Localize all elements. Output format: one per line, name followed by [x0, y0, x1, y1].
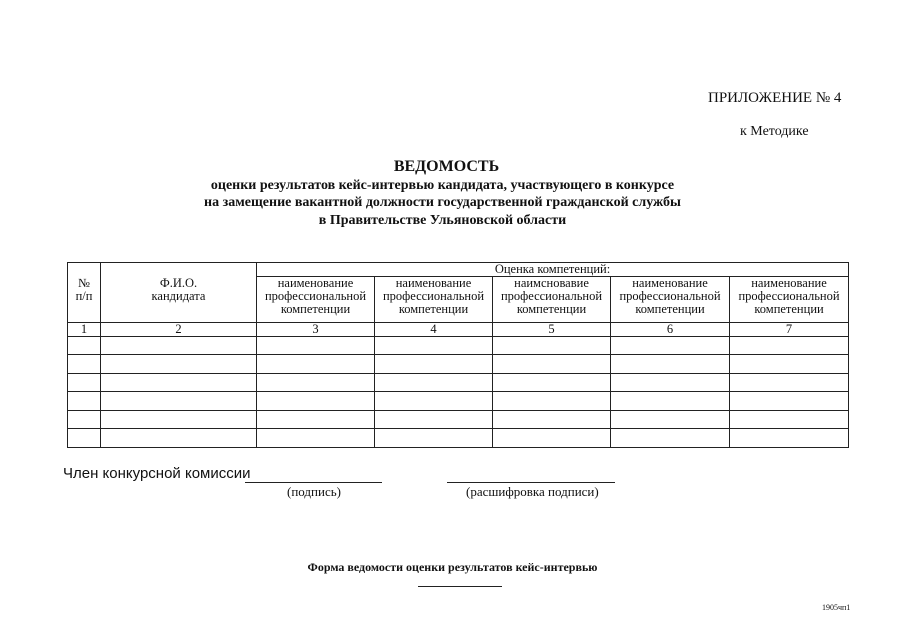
document-title: ВЕДОМОСТЬ	[393, 158, 500, 175]
divider-line	[418, 586, 502, 587]
column-number: 2	[101, 322, 257, 336]
header-competency-5: наименование профессиональной компетенции	[730, 277, 849, 322]
table-row	[68, 355, 849, 374]
column-number-row	[68, 322, 849, 336]
column-number: 3	[257, 322, 375, 336]
table-row	[68, 429, 849, 448]
column-number: 4	[375, 322, 493, 336]
form-caption: Форма ведомости оценки результатов кейс-интервью	[307, 560, 598, 574]
header-competency-1: наименование профессиональной компетенции	[257, 277, 375, 322]
table-row	[68, 336, 849, 355]
document-code: 1905чп1	[822, 603, 851, 612]
header-candidate-name: Ф.И.О. кандидата	[101, 263, 257, 323]
signature-caption: (подпись)	[287, 484, 341, 499]
header-competency-group: Оценка компетенций:	[257, 263, 849, 277]
assessment-table	[67, 262, 849, 448]
signature-line	[245, 482, 382, 483]
table-row	[68, 410, 849, 429]
document-subtitle-line-3: в Правительстве Ульяновской области	[318, 213, 567, 228]
header-competency-3: наимсновавие профессиональной компетенции	[493, 277, 611, 322]
header-competency-2: наименование профессиональной компетенции	[375, 277, 493, 322]
commission-member-label: Член конкурсной комиссии	[63, 465, 251, 482]
header-number: № п/п	[68, 263, 101, 323]
header-competency-4: наименование профессиональной компетенции	[611, 277, 730, 322]
decode-signature-line	[447, 482, 615, 483]
column-number: 1	[68, 322, 101, 336]
column-number: 6	[611, 322, 730, 336]
column-number: 7	[730, 322, 849, 336]
document-subtitle-line-2: на замещение вакантной должности государственной гражданской службы	[204, 195, 681, 210]
table-row	[68, 392, 849, 411]
document-subtitle-line-1: оценки результатов кейс-интервью кандидата, участвующего в конкурсе	[210, 178, 675, 193]
methodics-label: к Методике	[740, 124, 809, 139]
decode-caption: (расшифровка подписи)	[466, 484, 599, 499]
table-row	[68, 373, 849, 392]
appendix-label: ПРИЛОЖЕНИЕ № 4	[708, 90, 842, 106]
column-number: 5	[493, 322, 611, 336]
